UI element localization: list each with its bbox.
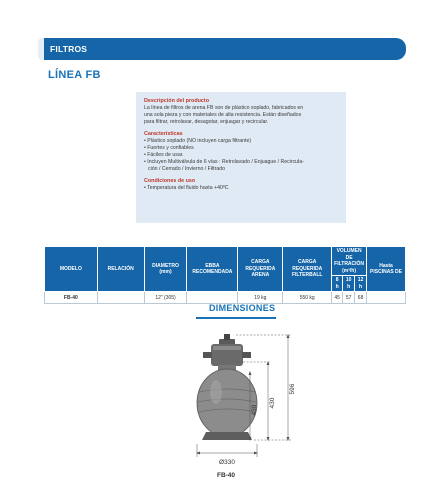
header-bomba: EBBA RECOMENDADA [187, 247, 238, 292]
dimensions-title: DIMENSIONES [209, 303, 276, 313]
cell-8h: 45 [332, 292, 343, 304]
filter-illustration [197, 334, 257, 440]
dim-inner-height: 430 [251, 404, 258, 416]
header-piscinas: Hasta PISCINAS DE [367, 247, 406, 292]
description-heading: Descripción del producto [144, 98, 209, 104]
banner-title: FILTROS [50, 44, 88, 54]
feature-line: • Fuertes y confiables [144, 145, 194, 151]
conditions-heading: Condiciones de uso [144, 178, 196, 184]
cell-carga-arena: 19 kg [238, 292, 283, 304]
header-relacion: RELACIÓN [97, 247, 144, 292]
cell-10h: 57 [343, 292, 355, 304]
cell-diametro: 12" (305) [144, 292, 187, 304]
feature-line: • Plástico soplado (NO incluyen carga filtrante) [144, 138, 252, 144]
header-diametro: DIAMETRO (mm) [144, 247, 187, 292]
diagram-model-label: FB-40 [216, 472, 236, 479]
features-heading: Características [144, 131, 183, 137]
dim-diameter: Ø330 [219, 459, 235, 466]
header-carga-arena: CARGA REQUERIDA ARENA [238, 247, 283, 292]
header-modelo: MODELO [45, 247, 98, 292]
feature-line: • Incluyen Multiválvula de 6 vías : Retrolavado / Enjuague / Recircula- [144, 159, 304, 165]
header-carga-filterball: CARGA REQUERIDA FILTERBALL [283, 247, 332, 292]
condition-line: • Temperatura del fluido hasta +40ºC [144, 185, 229, 191]
header-12h: 12 h [355, 276, 367, 292]
header-10h: 10 h [343, 276, 355, 292]
cell-12h: 68 [355, 292, 367, 304]
description-line: La línea de filtros de arena FB son de plástico soplado, fabricados en [144, 105, 304, 111]
dim-total-height: 596 [289, 383, 296, 395]
header-8h: 8 h [332, 276, 343, 292]
dim-body-height: 430 [269, 397, 276, 409]
line-title: LÍNEA FB [48, 69, 101, 81]
feature-line: ción / Cerrado / Invierno / Filtrado [148, 166, 225, 172]
feature-line: • Fáciles de usar. [144, 152, 184, 158]
cell-modelo: FB-40 [45, 292, 98, 304]
description-line: para filtrar, retrolavar, desagotar, enjuagar y recircular. [144, 119, 269, 125]
description-line: una sola pieza y con materiales de alta resistencia. Están diseñados [144, 112, 302, 118]
cell-carga-filterball: 550 kg [283, 292, 332, 304]
header-volumen: VOLUMEN DE FILTRACIÓN (m³/h) [332, 247, 367, 276]
